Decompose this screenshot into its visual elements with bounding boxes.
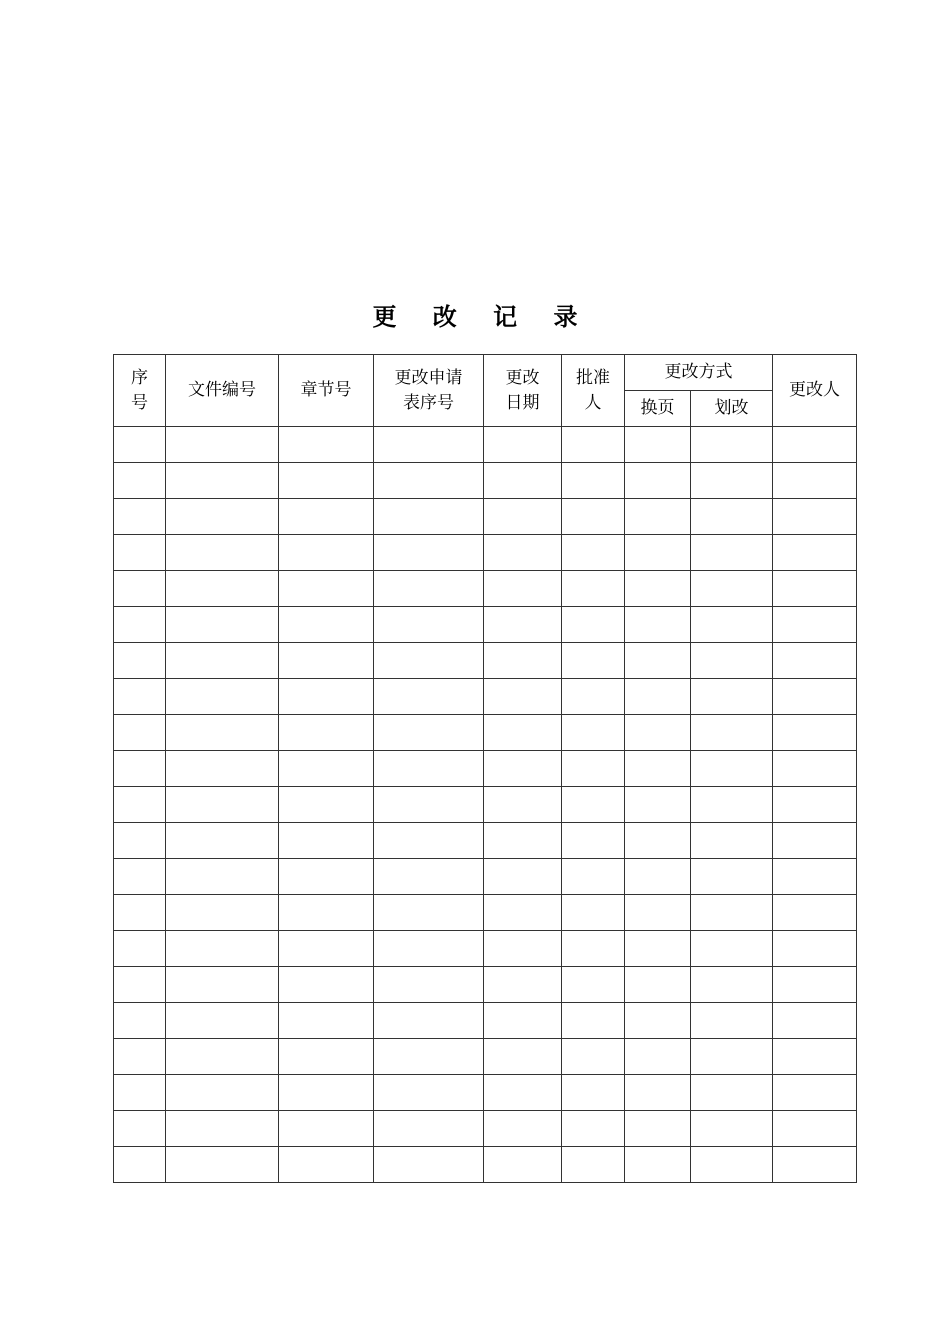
table-cell[interactable] (374, 571, 484, 607)
table-row (114, 1003, 857, 1039)
table-cell[interactable] (114, 1111, 166, 1147)
table-cell[interactable] (374, 859, 484, 895)
table-cell[interactable] (562, 571, 625, 607)
table-cell[interactable] (166, 679, 279, 715)
table-cell[interactable] (691, 499, 773, 535)
table-cell[interactable] (374, 427, 484, 463)
table-cell[interactable] (625, 1111, 691, 1147)
table-row (114, 967, 857, 1003)
table-cell[interactable] (625, 571, 691, 607)
table-row (114, 931, 857, 967)
table-cell[interactable] (279, 1003, 374, 1039)
table-cell[interactable] (114, 751, 166, 787)
table-cell[interactable] (625, 787, 691, 823)
table-cell[interactable] (279, 1111, 374, 1147)
table-cell[interactable] (484, 859, 562, 895)
table-cell[interactable] (484, 1075, 562, 1111)
header-seq: 序 号 (114, 355, 166, 427)
table-row (114, 643, 857, 679)
table-cell[interactable] (773, 823, 857, 859)
table-cell[interactable] (114, 859, 166, 895)
table-cell[interactable] (279, 823, 374, 859)
table-row (114, 679, 857, 715)
table-cell[interactable] (484, 679, 562, 715)
table-cell[interactable] (279, 895, 374, 931)
table-cell[interactable] (691, 1039, 773, 1075)
table-cell[interactable] (114, 643, 166, 679)
table-row (114, 859, 857, 895)
table-cell[interactable] (484, 1147, 562, 1183)
table-row (114, 751, 857, 787)
table-cell[interactable] (166, 535, 279, 571)
table-cell[interactable] (562, 535, 625, 571)
table-cell[interactable] (625, 679, 691, 715)
table-cell[interactable] (562, 787, 625, 823)
table-cell[interactable] (562, 607, 625, 643)
table-cell[interactable] (691, 931, 773, 967)
table-cell[interactable] (114, 679, 166, 715)
table-cell[interactable] (279, 499, 374, 535)
table-cell[interactable] (484, 427, 562, 463)
table-row (114, 787, 857, 823)
table-cell[interactable] (625, 823, 691, 859)
table-cell[interactable] (279, 1075, 374, 1111)
table-cell[interactable] (279, 787, 374, 823)
table-cell[interactable] (114, 715, 166, 751)
table-cell[interactable] (562, 1147, 625, 1183)
table-cell[interactable] (625, 499, 691, 535)
table-cell[interactable] (166, 499, 279, 535)
table-cell[interactable] (691, 1075, 773, 1111)
table-cell[interactable] (562, 967, 625, 1003)
table-cell[interactable] (374, 607, 484, 643)
table-cell[interactable] (166, 643, 279, 679)
table-cell[interactable] (625, 643, 691, 679)
table-cell[interactable] (562, 1075, 625, 1111)
table-row (114, 427, 857, 463)
table-cell[interactable] (773, 571, 857, 607)
table-cell[interactable] (484, 787, 562, 823)
table-cell[interactable] (166, 607, 279, 643)
table-cell[interactable] (691, 535, 773, 571)
table-row (114, 1111, 857, 1147)
table-row (114, 1075, 857, 1111)
table-cell[interactable] (484, 1039, 562, 1075)
table-cell[interactable] (484, 931, 562, 967)
table-cell[interactable] (773, 535, 857, 571)
table-cell[interactable] (279, 571, 374, 607)
table-cell[interactable] (773, 607, 857, 643)
table-cell[interactable] (166, 1147, 279, 1183)
table-cell[interactable] (114, 463, 166, 499)
table-cell[interactable] (691, 571, 773, 607)
table-cell[interactable] (691, 787, 773, 823)
table-cell[interactable] (114, 535, 166, 571)
table-cell[interactable] (166, 1039, 279, 1075)
table-cell[interactable] (166, 1075, 279, 1111)
table-cell[interactable] (114, 1003, 166, 1039)
table-cell[interactable] (166, 751, 279, 787)
table-cell[interactable] (374, 895, 484, 931)
table-cell[interactable] (114, 787, 166, 823)
table-cell[interactable] (166, 1003, 279, 1039)
table-cell[interactable] (773, 1075, 857, 1111)
table-cell[interactable] (279, 1039, 374, 1075)
table-cell[interactable] (773, 931, 857, 967)
table-cell[interactable] (773, 1039, 857, 1075)
table-cell[interactable] (166, 571, 279, 607)
table-cell[interactable] (484, 463, 562, 499)
table-cell[interactable] (166, 967, 279, 1003)
table-cell[interactable] (562, 499, 625, 535)
table-cell[interactable] (691, 607, 773, 643)
header-request-no: 更改申请 表序号 (374, 355, 484, 427)
table-cell[interactable] (562, 1111, 625, 1147)
table-cell[interactable] (562, 1039, 625, 1075)
table-row (114, 607, 857, 643)
table-cell[interactable] (562, 715, 625, 751)
table-cell[interactable] (625, 607, 691, 643)
table-cell[interactable] (773, 1111, 857, 1147)
table-cell[interactable] (166, 427, 279, 463)
table-cell[interactable] (114, 1039, 166, 1075)
table-cell[interactable] (484, 751, 562, 787)
table-cell[interactable] (374, 1039, 484, 1075)
table-cell[interactable] (562, 859, 625, 895)
table-cell[interactable] (773, 859, 857, 895)
table-cell[interactable] (773, 463, 857, 499)
table-cell[interactable] (773, 787, 857, 823)
table-cell[interactable] (625, 895, 691, 931)
table-cell[interactable] (625, 1039, 691, 1075)
table-cell[interactable] (625, 427, 691, 463)
table-cell[interactable] (773, 1147, 857, 1183)
table-cell[interactable] (484, 895, 562, 931)
table-cell[interactable] (691, 643, 773, 679)
table-cell[interactable] (773, 499, 857, 535)
table-row (114, 499, 857, 535)
header-file-no: 文件编号 (166, 355, 279, 427)
table-cell[interactable] (691, 967, 773, 1003)
table-cell[interactable] (279, 751, 374, 787)
table-row (114, 571, 857, 607)
table-cell[interactable] (625, 859, 691, 895)
table-cell[interactable] (114, 427, 166, 463)
table-cell[interactable] (625, 715, 691, 751)
table-cell[interactable] (691, 1147, 773, 1183)
table-cell[interactable] (279, 1147, 374, 1183)
table-cell[interactable] (625, 1003, 691, 1039)
table-cell[interactable] (114, 931, 166, 967)
table-row (114, 1147, 857, 1183)
table-cell[interactable] (279, 679, 374, 715)
table-cell[interactable] (374, 751, 484, 787)
table-cell[interactable] (625, 751, 691, 787)
table-cell[interactable] (374, 463, 484, 499)
table-cell[interactable] (279, 931, 374, 967)
table-cell[interactable] (562, 427, 625, 463)
table-cell[interactable] (691, 823, 773, 859)
table-cell[interactable] (279, 715, 374, 751)
table-cell[interactable] (114, 967, 166, 1003)
table-cell[interactable] (279, 607, 374, 643)
header-strike-change: 划改 (691, 391, 773, 427)
table-cell[interactable] (625, 535, 691, 571)
table-cell[interactable] (691, 895, 773, 931)
table-cell[interactable] (484, 823, 562, 859)
table-row (114, 715, 857, 751)
table-cell[interactable] (625, 931, 691, 967)
table-cell[interactable] (773, 967, 857, 1003)
table-cell[interactable] (484, 967, 562, 1003)
table-cell[interactable] (773, 751, 857, 787)
table-cell[interactable] (374, 643, 484, 679)
header-replace-page: 换页 (625, 391, 691, 427)
table-cell[interactable] (484, 643, 562, 679)
header-changer: 更改人 (773, 355, 857, 427)
header-change-date: 更改 日期 (484, 355, 562, 427)
table-cell[interactable] (484, 1003, 562, 1039)
table-cell[interactable] (374, 679, 484, 715)
table-cell[interactable] (279, 535, 374, 571)
table-cell[interactable] (279, 427, 374, 463)
header-method: 更改方式 (625, 355, 773, 391)
table-cell[interactable] (691, 1003, 773, 1039)
table-cell[interactable] (484, 535, 562, 571)
table-cell[interactable] (562, 931, 625, 967)
table-cell[interactable] (691, 463, 773, 499)
table-cell[interactable] (562, 1003, 625, 1039)
table-cell[interactable] (114, 1075, 166, 1111)
table-cell[interactable] (114, 823, 166, 859)
table-cell[interactable] (484, 607, 562, 643)
table-row (114, 463, 857, 499)
table-cell[interactable] (166, 823, 279, 859)
table-cell[interactable] (484, 1111, 562, 1147)
table-cell[interactable] (691, 859, 773, 895)
table-cell[interactable] (114, 895, 166, 931)
table-cell[interactable] (374, 823, 484, 859)
table-cell[interactable] (166, 1111, 279, 1147)
table-cell[interactable] (773, 715, 857, 751)
table-cell[interactable] (773, 1003, 857, 1039)
table-cell[interactable] (773, 895, 857, 931)
table-cell[interactable] (562, 643, 625, 679)
table-cell[interactable] (279, 463, 374, 499)
header-approver: 批准 人 (562, 355, 625, 427)
table-cell[interactable] (691, 427, 773, 463)
table-cell[interactable] (773, 679, 857, 715)
table-cell[interactable] (625, 463, 691, 499)
table-cell[interactable] (114, 607, 166, 643)
table-cell[interactable] (374, 535, 484, 571)
table-cell[interactable] (166, 715, 279, 751)
table-cell[interactable] (484, 571, 562, 607)
table-cell[interactable] (114, 1147, 166, 1183)
header-chapter: 章节号 (279, 355, 374, 427)
table-cell[interactable] (374, 1111, 484, 1147)
table-cell[interactable] (374, 499, 484, 535)
table-cell[interactable] (562, 823, 625, 859)
table-row (114, 895, 857, 931)
table-cell[interactable] (484, 715, 562, 751)
table-cell[interactable] (691, 715, 773, 751)
change-record-table (113, 354, 857, 1183)
table-cell[interactable] (562, 463, 625, 499)
table-cell[interactable] (374, 1147, 484, 1183)
table-cell[interactable] (374, 931, 484, 967)
page-title: 更 改 记 录 (372, 302, 592, 331)
table-cell[interactable] (625, 967, 691, 1003)
table-cell[interactable] (374, 787, 484, 823)
table-cell[interactable] (279, 967, 374, 1003)
table-row (114, 823, 857, 859)
table-cell[interactable] (625, 1075, 691, 1111)
table-cell[interactable] (166, 463, 279, 499)
table-cell[interactable] (166, 895, 279, 931)
table-cell[interactable] (374, 1075, 484, 1111)
table-cell[interactable] (374, 967, 484, 1003)
table-cell[interactable] (691, 1111, 773, 1147)
table-cell[interactable] (166, 859, 279, 895)
table-cell[interactable] (279, 643, 374, 679)
table-cell[interactable] (114, 571, 166, 607)
table-cell[interactable] (374, 1003, 484, 1039)
table-cell[interactable] (691, 751, 773, 787)
table-row (114, 1039, 857, 1075)
table-cell[interactable] (484, 499, 562, 535)
table-cell[interactable] (166, 787, 279, 823)
table-cell[interactable] (114, 499, 166, 535)
table-cell[interactable] (773, 643, 857, 679)
table-cell[interactable] (562, 751, 625, 787)
table-cell[interactable] (279, 859, 374, 895)
table-cell[interactable] (773, 427, 857, 463)
table-cell[interactable] (625, 1147, 691, 1183)
table-cell[interactable] (691, 679, 773, 715)
table-cell[interactable] (562, 679, 625, 715)
table-cell[interactable] (166, 931, 279, 967)
table-cell[interactable] (374, 715, 484, 751)
table-cell[interactable] (562, 895, 625, 931)
table-row (114, 535, 857, 571)
table-body (114, 427, 857, 1183)
